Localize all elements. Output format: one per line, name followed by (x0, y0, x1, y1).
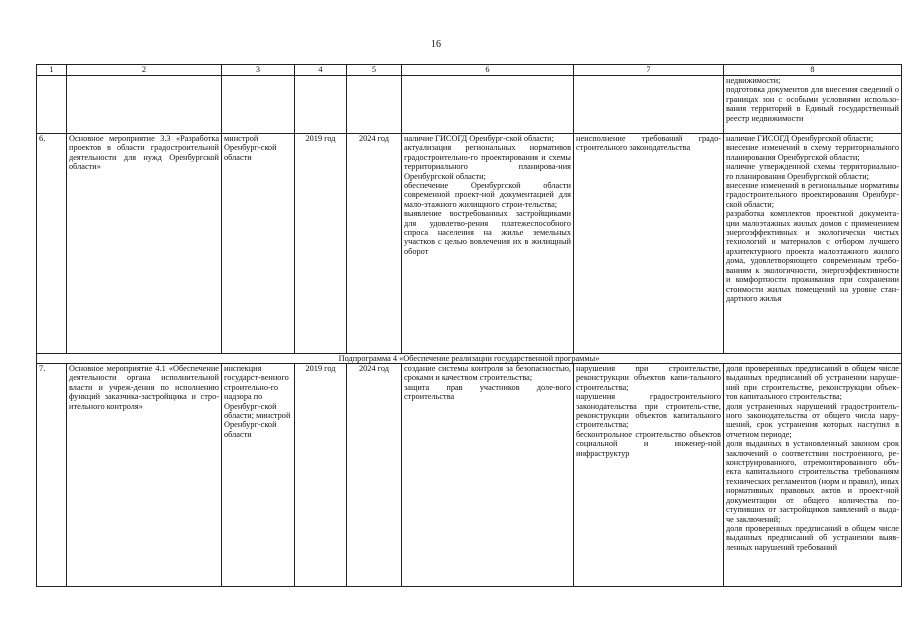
header-cell: 7 (574, 65, 724, 76)
result-text: создание системы контроля за безопасностью, сроками и качеством строительства; (404, 364, 571, 383)
indicator-text: разработка комплектов проектной документа-ции малоэтажных жилых домов с применением энергоэффективных и экологически чистых технологий и материалов с отбором лучшего архитектурного проекта малоэтажного жилого дома, удовлетворяющего современным требо-ваниям к экологичности, энергоэффективности и комфортности проживания при сохранении стоимости жилых помещений на уровне стан-дартного жилья (726, 209, 899, 303)
table-row (37, 76, 902, 134)
subprogram-row (37, 354, 902, 364)
indicator-text: доля устраненных нарушений градостроитель-ного законодательства от общего числа нару-шений, срок устранения которых наступил в отчетном периоде; (726, 401, 899, 439)
result-text: выявление востребованных застройщиками для удовлетво-рения платежеспособного спроса населения на жилье земельных участков с целью вовлечения их в жилищный оборот (404, 209, 571, 256)
start-year: 2019 год (295, 364, 347, 587)
consequences (574, 364, 724, 587)
end-year: 2024 год (347, 134, 402, 354)
result-text: защита прав участников доле-вого строительства (404, 382, 571, 402)
indicator-text: наличие ГИСОГД Оренбургской области; (726, 134, 874, 143)
executor: инспекция государст-венного строительно-го надзора по Оренбург-ской области; минстрой Оренбург-ской области (222, 364, 295, 587)
header-row (37, 65, 902, 76)
header-cell: 6 (402, 65, 574, 76)
result-text: наличие ГИСОГД Оренбург-ской области; (404, 134, 554, 143)
indicators-cell (724, 134, 902, 354)
indicator-text: подготовка документов для внесения сведений о границах зон с особыми условиями использо-вания территорий в Единый государственный реестр недвижимости (726, 85, 899, 123)
expected-result (402, 134, 574, 354)
result-text: актуализация региональных нормативов градостроительно-го проектирования и схемы территориального планирова-ния Оренбургской области; (404, 143, 571, 181)
subprogram-title: Подпрограмма 4 «Обеспечение реализации государственной программы» (37, 354, 902, 364)
row-number: 6. (37, 134, 67, 354)
header-cell: 1 (37, 65, 67, 76)
measure-name: Основное мероприятие 4.1 «Обеспечение деятельности органа исполнительной власти и учреж-дения по исполнению функций заказчика-застройщика и стро-ительного контроля» (67, 364, 222, 587)
header-cell: 4 (295, 65, 347, 76)
start-year: 2019 год (295, 134, 347, 354)
row-number: 7. (37, 364, 67, 587)
measure-name: Основное мероприятие 3.3 «Разработка проектов в области градостроительной деятельности для нужд Оренбургской области» (67, 134, 222, 354)
indicator-text: доля выданных в установленный законом срок заключений о соответствии построенного, ре-конструированного, отремонтированного объ-екта капитального строительства требованиям технических регламентов (норм и правил), иных нормативных правовых актов и проект-ной документации от общего количества по-ступивших от застройщиков заявлений о выда-че заключений; (726, 439, 899, 524)
indicators-cell (724, 364, 902, 587)
expected-result (402, 364, 574, 587)
indicator-text: наличие утвержденной схемы территориально-го планирования Оренбургской области; (726, 162, 899, 181)
indicator-text: внесение изменений в схему территориального планирования Оренбургской области; (726, 143, 899, 162)
header-cell: 2 (67, 65, 222, 76)
indicators-cell (724, 76, 902, 134)
indicator-text: недвижимости; (726, 76, 781, 85)
header-cell: 3 (222, 65, 295, 76)
table-row (37, 134, 902, 354)
indicator-text: доля проверенных предписаний в общем числе выданных предписаний об устранении выяв-ленных нарушений требований (726, 523, 899, 552)
header-cell: 5 (347, 65, 402, 76)
consequence-text: бесконтрольное строительство объектов социальной и инженер-ной инфраструктур (576, 429, 721, 458)
consequence-text: нарушения при строительстве, реконструкции объектов капи-тального строительства; (576, 364, 721, 392)
table-row (37, 364, 902, 587)
header-cell: 8 (724, 65, 902, 76)
indicator-text: внесение изменений в региональные нормативы градостроительного проектирования Оренбург-ской области; (726, 181, 899, 209)
executor: минстрой Оренбург-ской области (222, 134, 295, 354)
result-text: обеспечение Оренбургской области современной проект-ной документацией для мало-этажного жилищного строи-тельства; (404, 181, 571, 209)
end-year: 2024 год (347, 364, 402, 587)
consequence-text: нарушения градостроительного законодательства при строитель-стве, реконструкции объектов капитального строительства; (576, 392, 721, 430)
indicator-text: доля проверенных предписаний в общем числе выданных предписаний об устранении наруше-ний при строительстве, реконструкции объек-тов капитального строительства; (726, 364, 899, 402)
consequences: неисполнение требований градо-строительного законодательства (574, 134, 724, 354)
page-number: 16 (431, 39, 441, 50)
program-table (36, 64, 902, 587)
